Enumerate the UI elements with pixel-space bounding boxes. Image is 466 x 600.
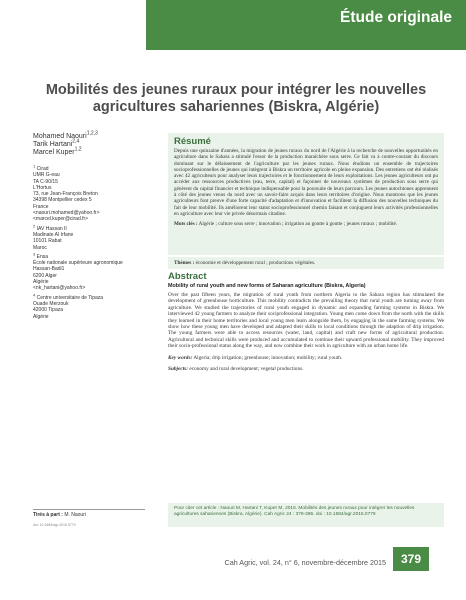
reprint-request [33,512,86,518]
keywords-text: Algérie ; culture sous serre ; innovation ; irrigation au goutte à goutte ; jeunes ruraux ; mobilité. [198,221,398,228]
resume-text: Depuis une quinzaine d'années, la migration de jeunes ruraux du nord de l'Algérie à la recherche de nouvelles opportunités en agriculture dans le Sahara a stimulé l'essor de la production maraîchère sous serre. Ce fait va à contre-courant du discours dominant sur le délaissement de l'agriculture par les jeunes ruraux. Nous étudions un ensemble de trajectoires socioprofessionnelles de jeunes qui intègrent à Biskra un territoire agricole en pleine expansion. Des entretiens ont été réalisés avec 42 agriculteurs pour analyser leurs trajectoires et le fonctionnement de leurs exploitations. Les jeunes agriculteurs ont pu accéder aux ressources productives (eau, terre, capital) et façonner de nouveaux systèmes de production sous serre qui génèrent du capital financier et technique indispensable pour la poursuite de leurs parcours. Les jeunes autochtones apprennent à côté des jeunes venus du nord avec un savoir-faire acquis dans leurs territoires d'origine. Nous montrons que les jeunes agriculteurs font preuve d'une forte capacité d'adaptation et d'innovation et facilitent la diffusion des nouvelles techniques du fait de leur mobilité. Ils améliorent leur statut socioprofessionnel chemin faisant et conjuguent leurs activités professionnelles en agriculture avec leur vie privée désormais citadine. [174,148,438,217]
keywords-label: Key words: [168,354,193,361]
reprint-name: M. Naouri [64,512,86,518]
affiliation-line: 34398 Montpellier cedex 5 [33,197,92,204]
affiliation-line: Ouade Merzouk [33,300,69,307]
resume-box [168,133,444,255]
affiliation-sup: 3 [33,251,36,257]
themes-text: économie et développement rural ; productions végétales. [195,260,316,266]
affiliation [33,163,143,223]
section-banner [146,0,466,50]
title-line-1: Mobilités des jeunes ruraux pour intégrer les nouvelles [45,82,427,98]
keywords-text: Algeria; drip irrigation; greenhouse; innovation; mobility; rural youth. [193,354,343,361]
citation-text: Pour citer cet article : Naouri M, Hartani T, Kuper M, 2015. Mobilités des jeunes ruraux pour intégrer les nouvelles agricultures sahariennes (Biskra, Algérie). Cah Agric 24 : 379-386. doi : 10.1684/agr.2015.0779 [174,506,415,517]
affiliations [33,163,143,323]
author-name: Mohamed Naouri [33,133,87,140]
title-line-2: agricultures sahariennes (Biskra, Algérie) [92,99,380,115]
citation-box [168,503,444,527]
author-name: Tarik Hartani [33,141,73,149]
abstract-heading: Abstract [168,271,207,282]
author [33,149,145,157]
affiliation-line: UMR G-eau [33,172,60,179]
subjects-label: Subjects: [168,366,189,373]
themes-label: Thèmes : [174,260,195,266]
affiliation-sup: 4 [33,291,36,297]
abstract-text: Over the past fifteen years, the migration of rural youth from northern Algeria to the Sahara region has stimulated the development of greenhouse horticulture. This mobility contradicts the prevailing theory that rural youth are turning away from agriculture. We studied the trajectories of rural youth engaged in dynamic and expanding farming systems in Biskra. We interviewed 42 young farmers to analyze their sociprofessional integration. Young men come down from the north with the skills they learned in their home territories and local young men learn alongside them, by engaging in the same farming systems. We show how these young men have developed and adapted their skills to local conditions through the adaption of drip irrigation. The young farmers were able to access resources (water, land, capital) and craft new forms of agricultural production. Agricultural and technical skills were produced and accumulated to continue their upward professional mobility. They improved their socio-professional status along the way, and now combine their work in agriculture with an urban home life. [168,292,444,350]
affiliation-line: Ensa [36,253,49,260]
affiliation-line: Madinate Al Irfane [33,231,74,238]
reprint-label: Tirés à part : [33,512,63,518]
author-name: Marcel Kuper [33,149,75,157]
affiliation-line: Algérie [33,313,49,320]
abstract-keywords [168,355,444,361]
affiliation-line: L'Hortus [33,184,52,191]
affiliation-line: 42000 Tipaza [33,307,64,314]
affiliation-line: Hassan-Badi1 [33,266,65,273]
affiliation-line: TA C-90/15 [33,178,58,185]
abstract-subtitle: Mobility of rural youth and new forms of Saharan agriculture (Biskra, Algeria) [168,283,366,289]
resume-keywords [174,221,438,227]
resume-heading: Résumé [174,136,211,147]
affiliation-line: 6200 Alger [33,272,57,279]
doi-text[interactable]: doi: 10.1684/agr.2015.0779 [33,523,76,527]
abstract-subjects [168,366,444,372]
affiliation-line: Maroc [33,244,47,251]
author [33,130,145,141]
affiliation-line: IAV Hassan II [36,225,67,232]
author-sup: 1,2 [74,147,82,154]
keywords-label: Mots clés : [174,221,198,228]
themes-box [168,257,444,269]
affiliation-sup: 1 [33,163,36,169]
article-title [36,82,436,116]
affiliation-line: 73, rue Jean-François Breton [33,191,98,198]
affiliation-line: École nationale supérieure agronomique [33,260,123,267]
affiliation [33,251,143,292]
email-link[interactable]: <naouri.mohamed@yahoo.fr> [33,210,100,217]
affiliation [33,291,143,320]
email-link[interactable]: <marcel.kuper@cirad.fr> [33,216,89,223]
affiliation-line: 10101 Rabat [33,238,62,245]
affiliation-line: France [33,203,49,210]
page-number: 379 [393,547,429,571]
abstract-section [168,271,444,503]
section-label: Étude originale [340,9,452,26]
affiliation-line: Algérie [33,279,49,286]
affiliation-sup: 2 [33,223,36,229]
subjects-text: economy and rural development; vegetal productions. [189,366,304,373]
author-list [33,130,145,158]
divider [33,509,145,510]
affiliation-line: Cirad [36,166,49,172]
author-sup: 1,2,3 [86,130,98,137]
themes-line [174,260,438,266]
journal-footer: Cah Agric, vol. 24, n° 6, novembre-décembre 2015 [224,558,386,567]
email-link[interactable]: <nk_hartani@yahoo.fr> [33,285,86,292]
affiliation [33,223,143,251]
affiliation-line: Centre universitaire de Tipaza [36,294,104,301]
author-sup: 2,4 [72,138,80,145]
